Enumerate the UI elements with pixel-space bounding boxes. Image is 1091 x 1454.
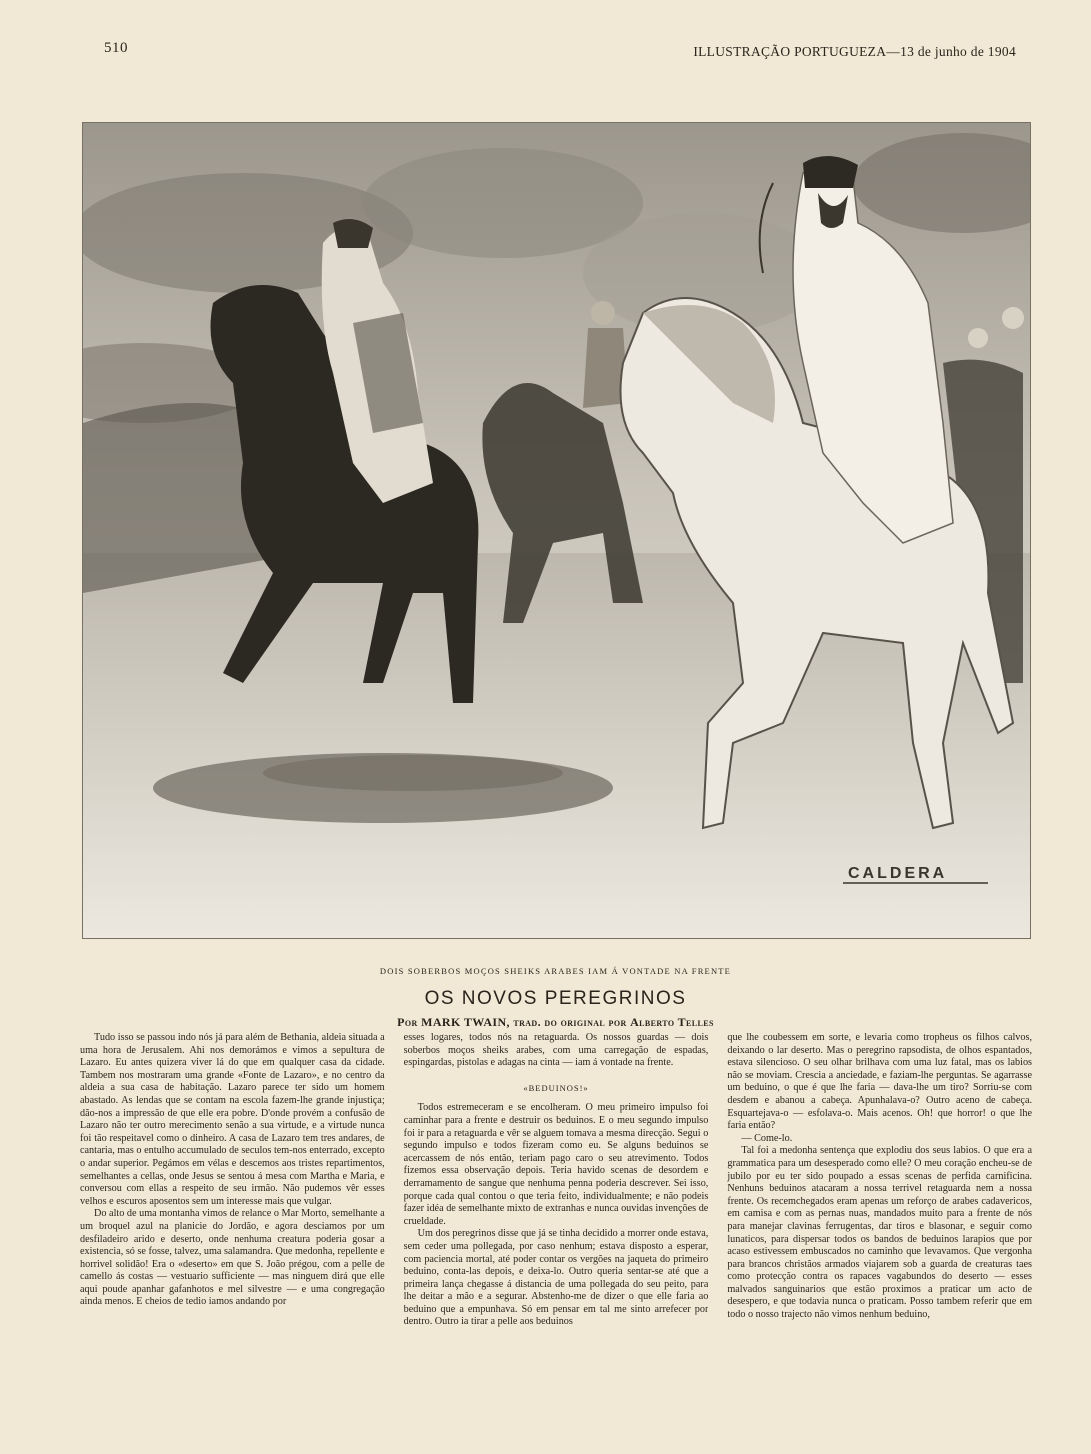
- column-3: [727, 1032, 1032, 1428]
- issue-date: —13 de junho de 1904: [886, 44, 1016, 59]
- paragraph: Tal foi a medonha sentença que explodiu dos seus labios. O que era a grammatica para um desesperado como elle? O meu coração encheu-se de jubilo por eu ter sido poupado a essas scenas de perfida carnificina. Nenhuns beduinos atacaram a nossa terrivel retaguarda nem a nossa frente. Os recemchegados eram apenas um reforço de arabes cadavericos, em camisa e com as pernas nuas, mandados muito para a frente de nós para manejar clavinas ferrugentas, dar tiros e blasonar, e seguir como lunaticos, para dispersar todos os bandos de beduinos larapios que por acaso estivessem embuscados no caminho que levavamos. Que vergonha para brancos christãos armados viajarem sob a guarda de creaturas taes como protecção contra os rapaces vagabundos do deserto — esses malvados sanguinarios que estão proximos a praticar um acto de desespero, e que todavia nunca o praticam. Posso tambem referir que em todo o nosso trajecto não vimos nenhum beduino,: [727, 1145, 1033, 1321]
- paragraph: que lhe coubessem em sorte, e levaria como tropheus os filhos calvos, deixando o lar deserto. Mas o peregrino rapsodista, de olhos espantados, estava silencioso. O seu olhar brilhava com uma luz fatal, mas os labios não se moviam. Crescia a anciedade, e faziam-lhe perguntas. Se agarrasse um beduino, o que é que lhe faria — dava-lhe um tiro? Sorriu-se com desdem e abanou a cabeça. Apunhalava-o? Outro aceno de cabeça. Esquartejava-o — esfolava-o. Mais acenos. Oh! que horror! o que lhe faria então?: [727, 1032, 1033, 1132]
- paragraph: esses logares, todos nós na retaguarda. Os nossos guardas — dois soberbos moços sheiks arabes, com uma carregação de espadas, espingardas, pistolas e adagas na cinta — iam á vontade na frente.: [403, 1032, 709, 1069]
- paragraph: Todos estremeceram e se encolheram. O meu primeiro impulso foi caminhar para a frente e destruir os beduinos. E o meu segundo impulso foi ir para a retaguarda e vêr se alguem tomava a mesma direcção. Segui o segundo impulso e todos fizeram como eu. Se alguns beduinos se acercassem de nós então, teriam pago caro o seu atrevimento. Todos fizemos essa observação depois. Teria havido scenas de desordem e derramamento de sangue que nenhuma penna poderia descrever. Sei isso, porque cada qual contou o que teria feito, individualmente; e não podeis fazer idéa de semelhante mixto de extranhas e nunca ouvidas invenções de crueldade.: [403, 1102, 709, 1227]
- column-1: [80, 1032, 385, 1428]
- column-2: [404, 1032, 709, 1428]
- section-subhead: «BEDUINOS!»: [523, 1082, 589, 1093]
- paragraph: Do alto de uma montanha vimos de relance o Mar Morto, semelhante a um broquel azul na planicie do Jordão, e agora desciamos por um desfiladeiro arido e deserto, onde nenhuma creatura poderia gosar a existencia, só se fosse, talvez, uma salamandra. Que medonha, repellente e horrivel solidão! Era o «deserto» em que S. João prégou, com a pelle de camello ás costas — vestuario sufficiente — mas ninguem dirá que elle aqui poude apanhar gafanhotos e mel silvestre — e uma congregação ainda menos. E cheios de tedio iamos andando por: [80, 1208, 385, 1308]
- paragraph: Um dos peregrinos disse que já se tinha decidido a morrer onde estava, sem ceder uma pollegada, por caso nenhum; estava disposto a esperar, com paciencia mortal, até poder contar os vergões na jaqueta do primeiro beduino, conta-las depois, e deixa-lo. Outro queria sentar-se até que a primeira lança chegasse á distancia de uma pollegada do seu peito, para lhe deitar a mão e a segurar. Abstenho-me de dizer o que elle faria ao beduino que a empunhava. Só em pensar em tal me sinto arrefecer por dentro. Outro ia tirar a pelle aos beduinos: [403, 1228, 709, 1328]
- artist-signature: CALDERA: [848, 865, 948, 882]
- article-body: [80, 1032, 1032, 1432]
- page-number: 510: [104, 40, 128, 56]
- paragraph: — Come-lo.: [741, 1132, 793, 1144]
- publication-name: ILLUSTRAÇÃO PORTUGUEZA: [693, 44, 887, 59]
- running-head: [693, 44, 1016, 60]
- translator-name: Alberto Telles: [630, 1015, 714, 1029]
- paragraph: Tudo isso se passou indo nós já para além de Bethania, aldeia situada a uma hora de Jerusalem. Ahi nos demorámos e vimos a sepultura de Lazaro. Eu antes quizera viver lá do que em qualquer casa da cidade. Tambem nos mostraram uma grande «Fonte de Lazaro», e no centro da aldeia a sua casa de habitação. Lazaro parece ter sido um homem abastado. As lendas que se contam na escola fazem-lhe grande injustiça; dão-nos a impressão de que elle era pobre. D'onde provém a confusão de Lazaro não ter outro merecimento senão a sua virtude, e a virtude nunca foi tão respeitavel como o dinheiro. A casa de Lazaro tem tres andares, de cantaria, mas o entulho accumulado de seculos tem-nos enterrado, excepto o andar superior. Pegámos em vélas e descemos aos tristes repartimentos, semelhantes a cellas, onde Jesus se sentou á mesa com Martha e Maria, e conversou com ellas a respeito de seu irmão. Não pudemos vêr esses velhos e escuros aposentos sem um interesse mais que vulgar.: [80, 1032, 385, 1207]
- illustration-caption: DOIS SOBERBOS MOÇOS SHEIKS ARABES IAM Á VONTADE NA FRENTE: [379, 966, 732, 976]
- author-name: MARK TWAIN: [421, 1015, 507, 1029]
- byline: [82, 1015, 1029, 1030]
- byline-prefix: Por: [397, 1015, 418, 1029]
- byline-translation: , trad. do original por: [506, 1015, 627, 1029]
- article-title: OS NOVOS PEREGRINOS: [424, 988, 687, 1009]
- illustration-bedouin-riders: [82, 122, 1031, 939]
